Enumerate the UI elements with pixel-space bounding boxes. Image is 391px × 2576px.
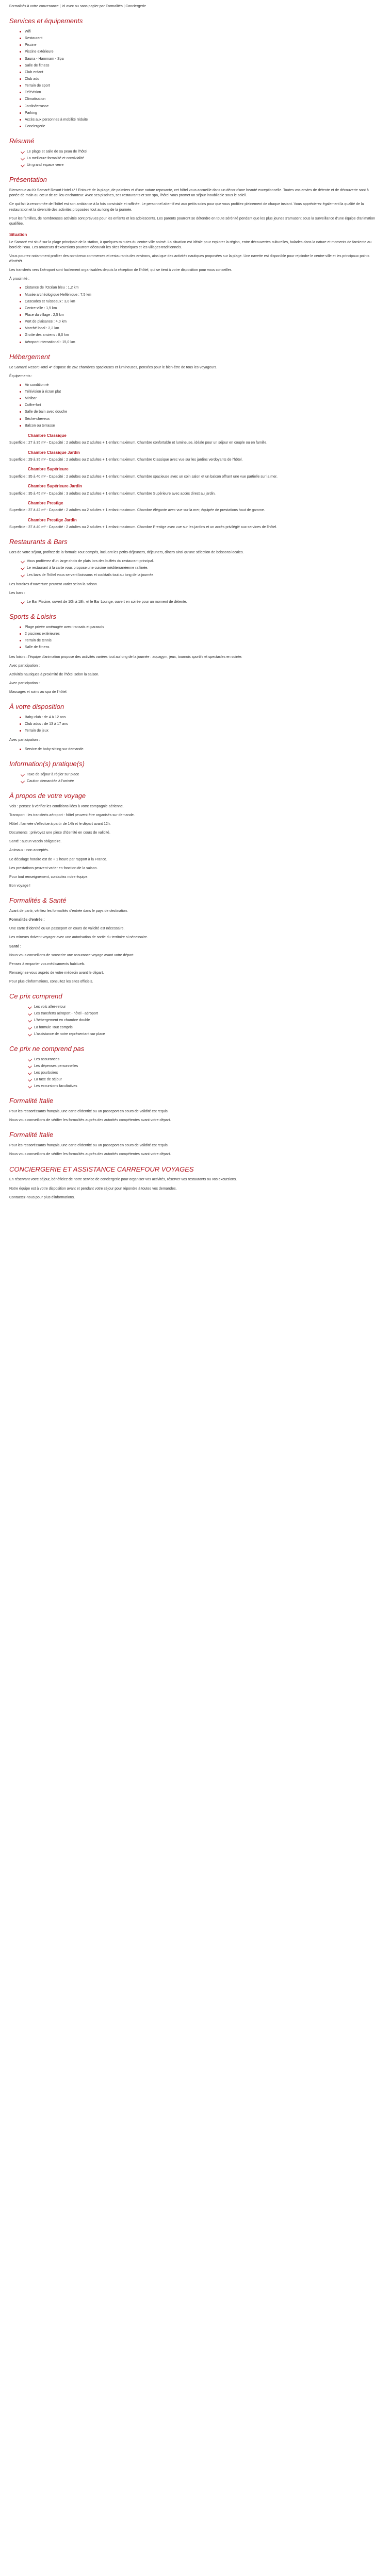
location-title: Situation xyxy=(9,232,27,238)
presentation-paragraph: À proximité : xyxy=(9,277,29,281)
restaurants-title: Restaurants & Bars xyxy=(9,538,68,546)
list-item: Les transferts aéroport - hôtel - aéroport xyxy=(34,1011,378,1016)
arrival-paragraph: Animaux : non acceptés. xyxy=(9,849,49,853)
conciergerie-paragraph: En réservant votre séjour, bénéficiez de notre service de conciergerie pour organiser vos activités, réserver vos restaurants ou vos excursions. xyxy=(9,1178,237,1182)
list-item: Aéroport international : 15,0 km xyxy=(25,340,378,345)
conciergerie-title: CONCIERGERIE ET ASSISTANCE CARREFOUR VOYAGES xyxy=(9,1165,194,1173)
list-item: Marché local : 2,2 km xyxy=(25,326,378,331)
enfant-paid-list xyxy=(9,747,378,752)
sports-list xyxy=(9,625,378,651)
list-item: Restaurant xyxy=(25,36,378,41)
presentation-paragraph: Vous pourrez notamment profiter des nombreux commerces et restaurants des environs, ainsi que des activités nautiques proposées sur la plage. Une navette est disponible pour rejoindre le centre-ville et les principaux points d'intérêt. xyxy=(9,254,370,264)
sports-paragraph: Massages et soins au spa de l'hôtel. xyxy=(9,690,68,694)
enfant-list xyxy=(9,715,378,734)
arrival-paragraph: Hôtel : l'arrivée s'effectue à partir de 14h et le départ avant 12h. xyxy=(9,822,111,826)
list-item: Le Bar Piscine, ouvert de 10h à 18h, et le Bar Lounge, ouvert en soirée pour un moment de détente. xyxy=(27,600,378,605)
enfant-paragraph: Avec participation : xyxy=(9,738,40,742)
list-item: Baby-club : de 4 à 12 ans xyxy=(25,715,378,720)
arrival-paragraph: Le décalage horaire est de + 1 heure par rapport à la France. xyxy=(9,857,107,861)
presentation-paragraph: Ce qui fait la renommée de l'hôtel est son ambiance à la fois conviviale et raffinée. Le personnel attentif est aux petits soins pour que vous profitiez pleinement de chaque instant. Vous apprécierez également la qualité de la restauration et la diversité des activités proposées tout au long de la journée. xyxy=(9,202,364,212)
arrival-paragraph: Pour tout renseignement, contactez notre équipe. xyxy=(9,875,89,879)
list-item: Club ados : de 13 à 17 ans xyxy=(25,722,378,727)
list-item: Jardin/terrasse xyxy=(25,104,378,109)
infos-list xyxy=(9,772,378,784)
services-list xyxy=(9,29,378,129)
presentation-paragraph: Le Samaré est situé sur la plage principale de la station, à quelques minutes du centre-ville animé. La situation est idéale pour explorer la région, entre découvertes culturelles, balades dans la nature et moments de farniente au bord de l'eau. Les amateurs d'excursions pourront découvrir les sites historiques et les villages traditionnels. xyxy=(9,240,371,249)
list-item: Le restaurant à la carte vous propose une cuisine méditerranéenne raffinée. xyxy=(27,566,378,571)
restaurants-list xyxy=(9,559,378,578)
list-item: Télévision à écran plat xyxy=(25,389,378,395)
list-item: L'assistance de notre représentant sur place xyxy=(34,1032,378,1037)
enfant-title: À votre disposition xyxy=(9,703,64,711)
services-title: Services et équipements xyxy=(9,17,83,25)
formalites-paragraph: Les mineurs doivent voyager avec une autorisation de sortie du territoire si nécessaire. xyxy=(9,936,148,940)
list-item: Piscine xyxy=(25,43,378,48)
list-item: Port de plaisance : 4,0 km xyxy=(25,319,378,325)
list-item: Distance de l'Océan bleu : 1,2 km xyxy=(25,285,378,291)
arrival-title: À propos de votre voyage xyxy=(9,791,86,800)
presentation-paragraph: Les transferts vers l'aéroport sont facilement organisables depuis la réception de l'hôtel, qui se tient à votre disposition pour vous conseiller. xyxy=(9,268,232,273)
list-item: Les excursions facultatives xyxy=(34,1084,378,1089)
hebergement-paragraph: Équipements : xyxy=(9,374,32,378)
list-item: Les bars de l'hôtel vous servent boissons et cocktails tout au long de la journée. xyxy=(27,573,378,578)
formalites-paragraph: Pensez à emporter vos médicaments habituels. xyxy=(9,962,86,966)
list-item: Les assurances xyxy=(34,1057,378,1062)
inclus-list xyxy=(9,1005,378,1037)
room-title: Chambre Prestige Jardin xyxy=(28,517,77,522)
list-item: Piscine extérieure xyxy=(25,49,378,55)
sports-paragraph: Avec participation : xyxy=(9,664,40,668)
room-description: Superficie : 37 à 42 m² - Capacité : 2 adultes ou 2 adultes + 1 enfant maximum. Chambre élégante avec vue sur la mer, équipée de prestations haut de gamme. xyxy=(9,509,265,513)
formalite-italie-title: Formalité Italie xyxy=(9,1097,54,1105)
arrival-paragraph: Bon voyage ! xyxy=(9,884,30,888)
room-description: Superficie : 29 à 35 m² - Capacité : 2 adultes ou 2 adultes + 1 enfant maximum. Chambre Classique avec vue sur les jardins verdoyants de l'hôtel. xyxy=(9,458,243,462)
restaurants-paragraph: Les bars : xyxy=(9,591,25,595)
presentation-title: Présentation xyxy=(9,176,47,184)
list-item: La meilleure formalité et convivialité xyxy=(27,156,378,161)
noninclus-title: Ce prix ne comprend pas xyxy=(9,1044,85,1053)
sports-title: Sports & Loisirs xyxy=(9,613,57,621)
formalites-subheading: Santé : xyxy=(9,944,22,948)
page xyxy=(0,0,391,1208)
formalites-subheading: Formalités d'entrée : xyxy=(9,918,45,922)
list-item: Minibar xyxy=(25,396,378,401)
list-item: Balcon ou terrasse xyxy=(25,423,378,429)
distances-list xyxy=(9,285,378,345)
list-item: Les dépenses personnelles xyxy=(34,1064,378,1069)
arrival-paragraph: Les prestations peuvent varier en fonction de la saison. xyxy=(9,866,98,870)
list-item: Salle de bain avec douche xyxy=(25,410,378,415)
intro-text: Formalités à votre convenance | Ici avec ou sans papier par Formalités | Conciergerie xyxy=(9,5,146,8)
list-item: Terrain de jeux xyxy=(25,728,378,734)
list-item: Club ado xyxy=(25,77,378,82)
formalites-paragraph: Avant de partir, vérifiez les formalités d'entrée dans le pays de destination. xyxy=(9,909,128,913)
list-item: Les pourboires xyxy=(34,1071,378,1076)
presentation-paragraph: Pour les familles, de nombreuses activités sont prévues pour les enfants et les adolescents. Les parents pourront se détendre en toute sérénité pendant que les plus jeunes s'amusent sous la surveillance d'une équipe d'animation qualifiée. xyxy=(9,216,376,226)
sports-paragraph: Avec participation : xyxy=(9,681,40,685)
list-item: Caution demandée à l'arrivée xyxy=(27,779,378,784)
restaurants-paragraph: Lors de votre séjour, profitez de la formule Tout compris, incluant les petits-déjeuners, déjeuners, dîners ainsi qu'une sélection de boissons locales. xyxy=(9,551,244,555)
formalite-italie-paragraph: Pour les ressortissants français, une carte d'identité ou un passeport en cours de validité est requis. xyxy=(9,1110,169,1114)
list-item: Plage privée aménagée avec transats et parasols xyxy=(25,625,378,630)
sports-paragraph: Activités nautiques à proximité de l'hôtel selon la saison. xyxy=(9,672,100,676)
formalite-italie-paragraph: Nous vous conseillons de vérifier les formalités auprès des autorités compétentes avant votre départ. xyxy=(9,1118,171,1123)
room-description: Superficie : 37 à 40 m² - Capacité : 2 adultes ou 2 adultes + 1 enfant maximum. Chambre Prestige avec vue sur les jardins et un accès privilégié aux services de l'hôtel. xyxy=(9,526,278,530)
list-item: Conciergerie xyxy=(25,124,378,129)
formalite-italie-paragraph: Pour les ressortissants français, une carte d'identité ou un passeport en cours de validité est requis. xyxy=(9,1144,169,1148)
formalites-paragraph: Renseignez-vous auprès de votre médecin avant le départ. xyxy=(9,971,104,975)
arrival-paragraph: Vols : pensez à vérifier les conditions liées à votre compagnie aérienne. xyxy=(9,804,124,808)
formalites-title: Formalités & Santé xyxy=(9,896,67,905)
list-item: Coffre-fort xyxy=(25,403,378,408)
room-title: Chambre Supérieure Jardin xyxy=(28,484,82,489)
list-item: L'hébergement en chambre double xyxy=(34,1018,378,1023)
list-item: Terrain de sport xyxy=(25,83,378,89)
list-item: Sauna - Hammam - Spa xyxy=(25,57,378,62)
room-description: Superficie : 35 à 45 m² - Capacité : 3 adultes ou 2 adultes + 1 enfant maximum. Chambre Supérieure avec accès direct au jardin. xyxy=(9,492,216,496)
room-title: Chambre Prestige xyxy=(28,500,63,505)
room-title: Chambre Classique Jardin xyxy=(28,450,80,455)
hebergement-paragraph: Le Samaré Resort Hotel 4* dispose de 262 chambres spacieuses et lumineuses, pensées pour le bien-être de tous les voyageurs. xyxy=(9,365,218,369)
list-item: Télévision xyxy=(25,90,378,95)
conciergerie-paragraph: Contactez-nous pour plus d'informations. xyxy=(9,1195,75,1199)
list-item: Accès aux personnes à mobilité réduite xyxy=(25,117,378,123)
list-item: Centre-ville : 1,5 km xyxy=(25,306,378,311)
formalites-paragraph: Nous vous conseillons de souscrire une assurance voyage avant votre départ. xyxy=(9,953,135,957)
room-description: Superficie : 35 à 40 m² - Capacité : 2 adultes ou 2 adultes + 1 enfant maximum. Chambre spacieuse avec un coin salon et un balcon offrant une vue partielle sur la mer. xyxy=(9,474,278,479)
formalite-italie-title: Formalité Italie xyxy=(9,1131,54,1139)
noninclus-list xyxy=(9,1057,378,1090)
list-item: Air conditionné xyxy=(25,383,378,388)
equipments-list xyxy=(9,383,378,429)
list-item: Salle de fitness xyxy=(25,645,378,650)
list-item: La formule Tout compris xyxy=(34,1025,378,1030)
bars-list xyxy=(9,600,378,605)
inclus-title: Ce prix comprend xyxy=(9,992,62,1001)
formalites-paragraph: Pour plus d'informations, consultez les sites officiels. xyxy=(9,980,93,984)
list-item: Un grand espace verre xyxy=(27,163,378,168)
list-item: Terrain de tennis xyxy=(25,638,378,643)
list-item: Vous profiterez d'un large choix de plats lors des buffets du restaurant principal. xyxy=(27,559,378,564)
list-item: Wifi xyxy=(25,29,378,35)
list-item: Sèche-cheveux xyxy=(25,417,378,422)
list-item: Grotte des anciens : 8,0 km xyxy=(25,333,378,338)
room-title: Chambre Classique xyxy=(28,433,67,438)
list-item: Salle de fitness xyxy=(25,63,378,69)
list-item: Climatisation xyxy=(25,97,378,102)
list-item: 2 piscines extérieures xyxy=(25,632,378,637)
formalite-italie-paragraph: Nous vous conseillons de vérifier les formalités auprès des autorités compétentes avant votre départ. xyxy=(9,1153,171,1157)
arrival-paragraph: Santé : aucun vaccin obligatoire. xyxy=(9,840,62,844)
room-description: Superficie : 27 à 35 m² - Capacité : 2 adultes ou 2 adultes + 1 enfant maximum. Chambre confortable et lumineuse, idéale pour un séjour en couple ou en famille. xyxy=(9,441,268,445)
list-item: Taxe de séjour à régler sur place xyxy=(27,772,378,777)
list-item: Place du village : 2,5 km xyxy=(25,313,378,318)
room-title: Chambre Supérieure xyxy=(28,467,69,472)
list-item: Musée archéologique Hellénique : 7,5 km xyxy=(25,293,378,298)
resume-title: Résumé xyxy=(9,137,35,145)
conciergerie-paragraph: Notre équipe est à votre disposition avant et pendant votre séjour pour répondre à toutes vos demandes. xyxy=(9,1187,177,1191)
arrival-paragraph: Transport : les transferts aéroport - hôtel peuvent être organisés sur demande. xyxy=(9,813,135,817)
arrival-paragraph: Documents : prévoyez une pièce d'identité en cours de validité. xyxy=(9,831,110,835)
list-item: Le plage et salle de sa peau de l'hôtel xyxy=(27,149,378,155)
list-item: Club enfant xyxy=(25,70,378,75)
restaurants-paragraph: Les horaires d'ouverture peuvent varier selon la saison. xyxy=(9,582,98,586)
resume-list xyxy=(9,149,378,168)
list-item: Cascades et ruisseaux : 3,0 km xyxy=(25,299,378,304)
formalites-paragraph: Une carte d'identité ou un passeport en cours de validité est nécessaire. xyxy=(9,927,125,931)
infos-title: Information(s) pratique(s) xyxy=(9,759,85,768)
list-item: La taxe de séjour xyxy=(34,1077,378,1082)
presentation-paragraph: Bienvenue au Kr Samaré Resort Hotel 4* ! Entouré de la plage, de palmiers et d'une nature reposante, cet hôtel vous accueille dans un décor d'une beauté exceptionnelle. Toutes vos envies de détente et de découverte sont à portée de main au cœur de ce lieu enchanteur. Avec ses piscines, ses restaurants et son spa, l'hôtel vous promet un séjour inoubliable sous le soleil. xyxy=(9,189,369,198)
sports-paragraph: Les loisirs : l'équipe d'animation propose des activités variées tout au long de la journée : aquagym, jeux, tournois sportifs et spectacles en soirée. xyxy=(9,655,242,659)
list-item: Parking xyxy=(25,111,378,116)
list-item: Les vols aller-retour xyxy=(34,1005,378,1010)
hebergement-title: Hébergement xyxy=(9,352,50,361)
list-item: Service de baby-sitting sur demande. xyxy=(25,747,378,752)
